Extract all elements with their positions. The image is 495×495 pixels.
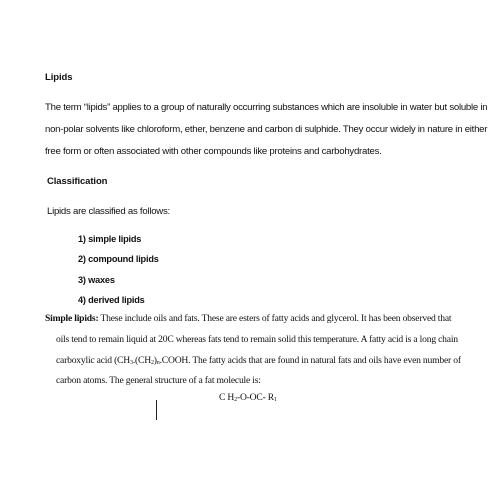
intro-line-2: non-polar solvents like chloroform, ether, benzene and carbon di sulphide. They occur widely in nature in either xyxy=(45,124,488,135)
class-item-simple xyxy=(78,234,141,244)
class-item-label: waxes xyxy=(88,275,115,285)
classification-heading: Classification xyxy=(47,176,108,187)
intro-line-3: free form or often associated with other compounds like proteins and carbohydrates. xyxy=(45,146,382,157)
subscript: 3 xyxy=(130,360,133,366)
subscript: 1 xyxy=(274,397,277,403)
bond-line xyxy=(156,400,157,420)
text-segment: carboxylic acid (CH xyxy=(56,355,130,366)
class-item-derived xyxy=(78,295,145,305)
text-segment: ) xyxy=(153,355,157,366)
class-item-label: derived lipids xyxy=(88,295,145,305)
simple-lipids-line-1 xyxy=(45,313,451,324)
class-item-number: 2) xyxy=(78,254,86,264)
simple-lipids-line-2: oils tend to remain liquid at 20C whereas fats tend to remain solid this temperature. A fatty acid is a long chain xyxy=(56,334,458,345)
class-item-number: 3) xyxy=(78,275,86,285)
document-title: Lipids xyxy=(45,72,73,83)
class-item-number: 4) xyxy=(78,295,86,305)
fat-formula xyxy=(219,392,277,403)
class-item-compound xyxy=(78,254,159,264)
subscript: 2 xyxy=(150,360,154,366)
classification-intro: Lipids are classified as follows: xyxy=(47,206,170,217)
simple-lipids-line-3 xyxy=(56,355,461,366)
text-segment: -O-OC- R xyxy=(236,392,274,403)
text-segment: .COOH. The fatty acids that are found in natural fats and oils have even number of xyxy=(159,355,461,366)
subscript: 2 xyxy=(234,397,237,403)
simple-lipids-term: Simple lipids: xyxy=(45,313,99,324)
subscript: n xyxy=(156,360,160,366)
class-item-waxes xyxy=(78,275,115,285)
class-item-label: simple lipids xyxy=(88,234,142,244)
class-item-label: compound lipids xyxy=(88,254,159,264)
text-segment: C H xyxy=(219,392,235,403)
simple-lipids-text: These include oils and fats. These are esters of fatty acids and glycerol. It has been observed that xyxy=(98,313,452,324)
intro-line-1: The term “lipids” applies to a group of naturally occurring substances which are insoluble in water but soluble in xyxy=(45,102,488,113)
text-segment: .(CH xyxy=(132,355,151,366)
simple-lipids-line-4: carbon atoms. The general structure of a fat molecule is: xyxy=(56,375,261,386)
class-item-number: 1) xyxy=(78,234,86,244)
